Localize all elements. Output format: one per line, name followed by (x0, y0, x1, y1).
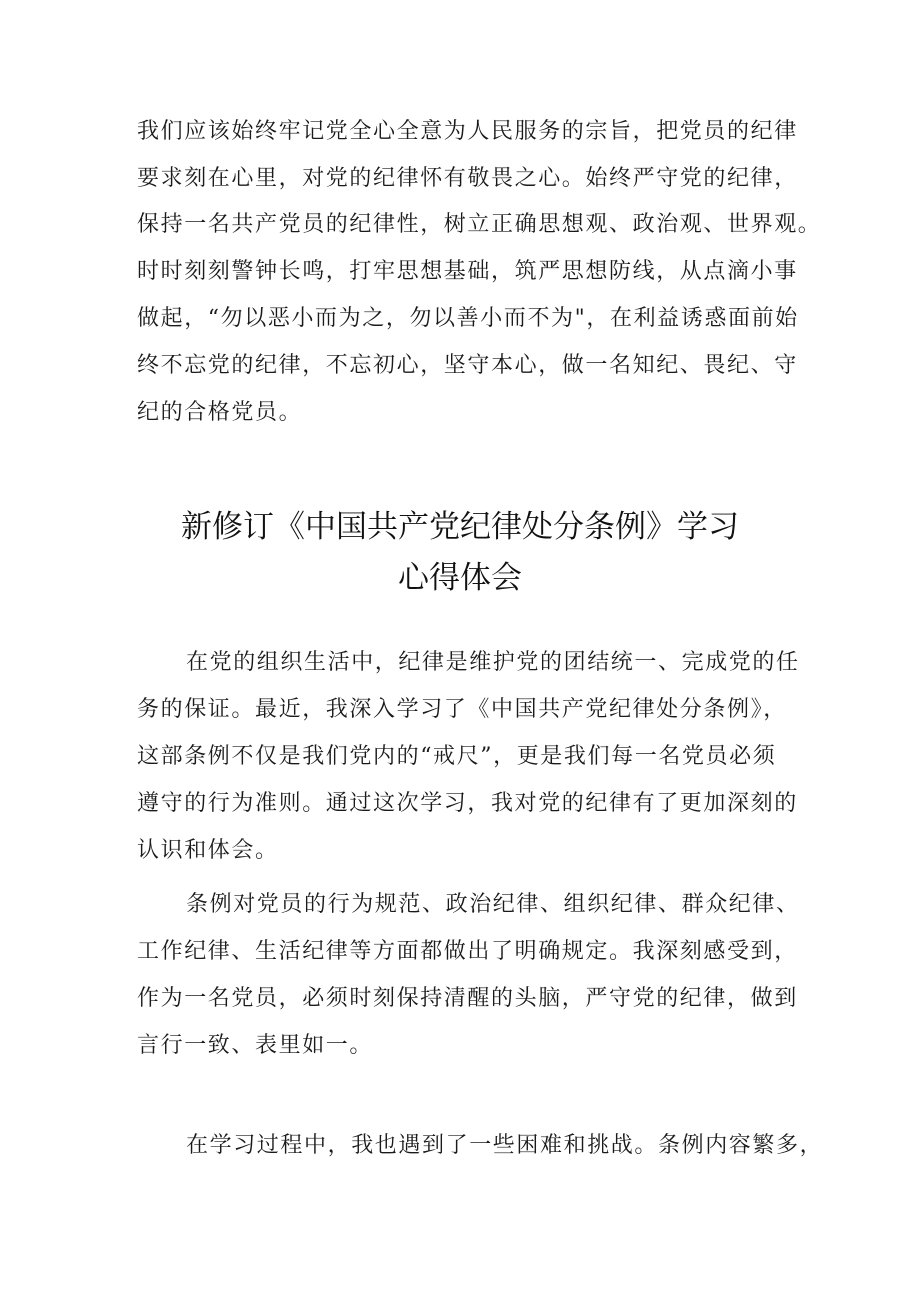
text-line: 务的保证。最近，我深入学习了《中国共产党纪律处分条例》， (137, 697, 787, 722)
text-line: 保持一名共产党员的纪律性，树立正确思想观、政治观、世界观。 (137, 212, 822, 237)
text-line: 做起，“勿以恶小而为之，勿以善小而不为"，在利益诱惑面前始 (137, 306, 799, 331)
text-line: 这部条例不仅是我们党内的“戒尺”，更是我们每一名党员必须 (137, 744, 777, 769)
text-line: 要求刻在心里，对党的纪律怀有敬畏之心。始终严守党的纪律， (137, 166, 798, 191)
text-line: 时时刻刻警钟长鸣，打牢思想基础，筑严思想防线，从点滴小事 (137, 259, 798, 284)
text-line: 言行一致、表里如一。 (137, 1033, 374, 1058)
text-line: 条例对党员的行为规范、政治纪律、组织纪律、群众纪律、 (186, 892, 800, 917)
page-title-continued: 心得体会 (398, 560, 522, 596)
text-line: 纪的合格党员。 (137, 400, 303, 425)
text-line: 工作纪律、生活纪律等方面都做出了明确规定。我深刻感受到， (137, 939, 798, 964)
text-line: 在党的组织生活中，纪律是维护党的团结统一、完成党的任 (186, 650, 800, 675)
text-line: 认识和体会。 (137, 838, 279, 863)
text-line: 终不忘党的纪律，不忘初心，坚守本心，做一名知纪、畏纪、守 (137, 353, 798, 378)
text-line: 在学习过程中，我也遇到了一些困难和挑战。条例内容繁多， (186, 1133, 824, 1158)
text-line: 遵守的行为准则。通过这次学习，我对党的纪律有了更加深刻的 (137, 791, 798, 816)
page-title: 新修订《中国共产党纪律处分条例》学习 (181, 509, 739, 545)
text-line: 我们应该始终牢记党全心全意为人民服务的宗旨，把党员的纪律 (137, 119, 798, 144)
text-line: 作为一名党员，必须时刻保持清醒的头脑，严守党的纪律，做到 (137, 986, 798, 1011)
